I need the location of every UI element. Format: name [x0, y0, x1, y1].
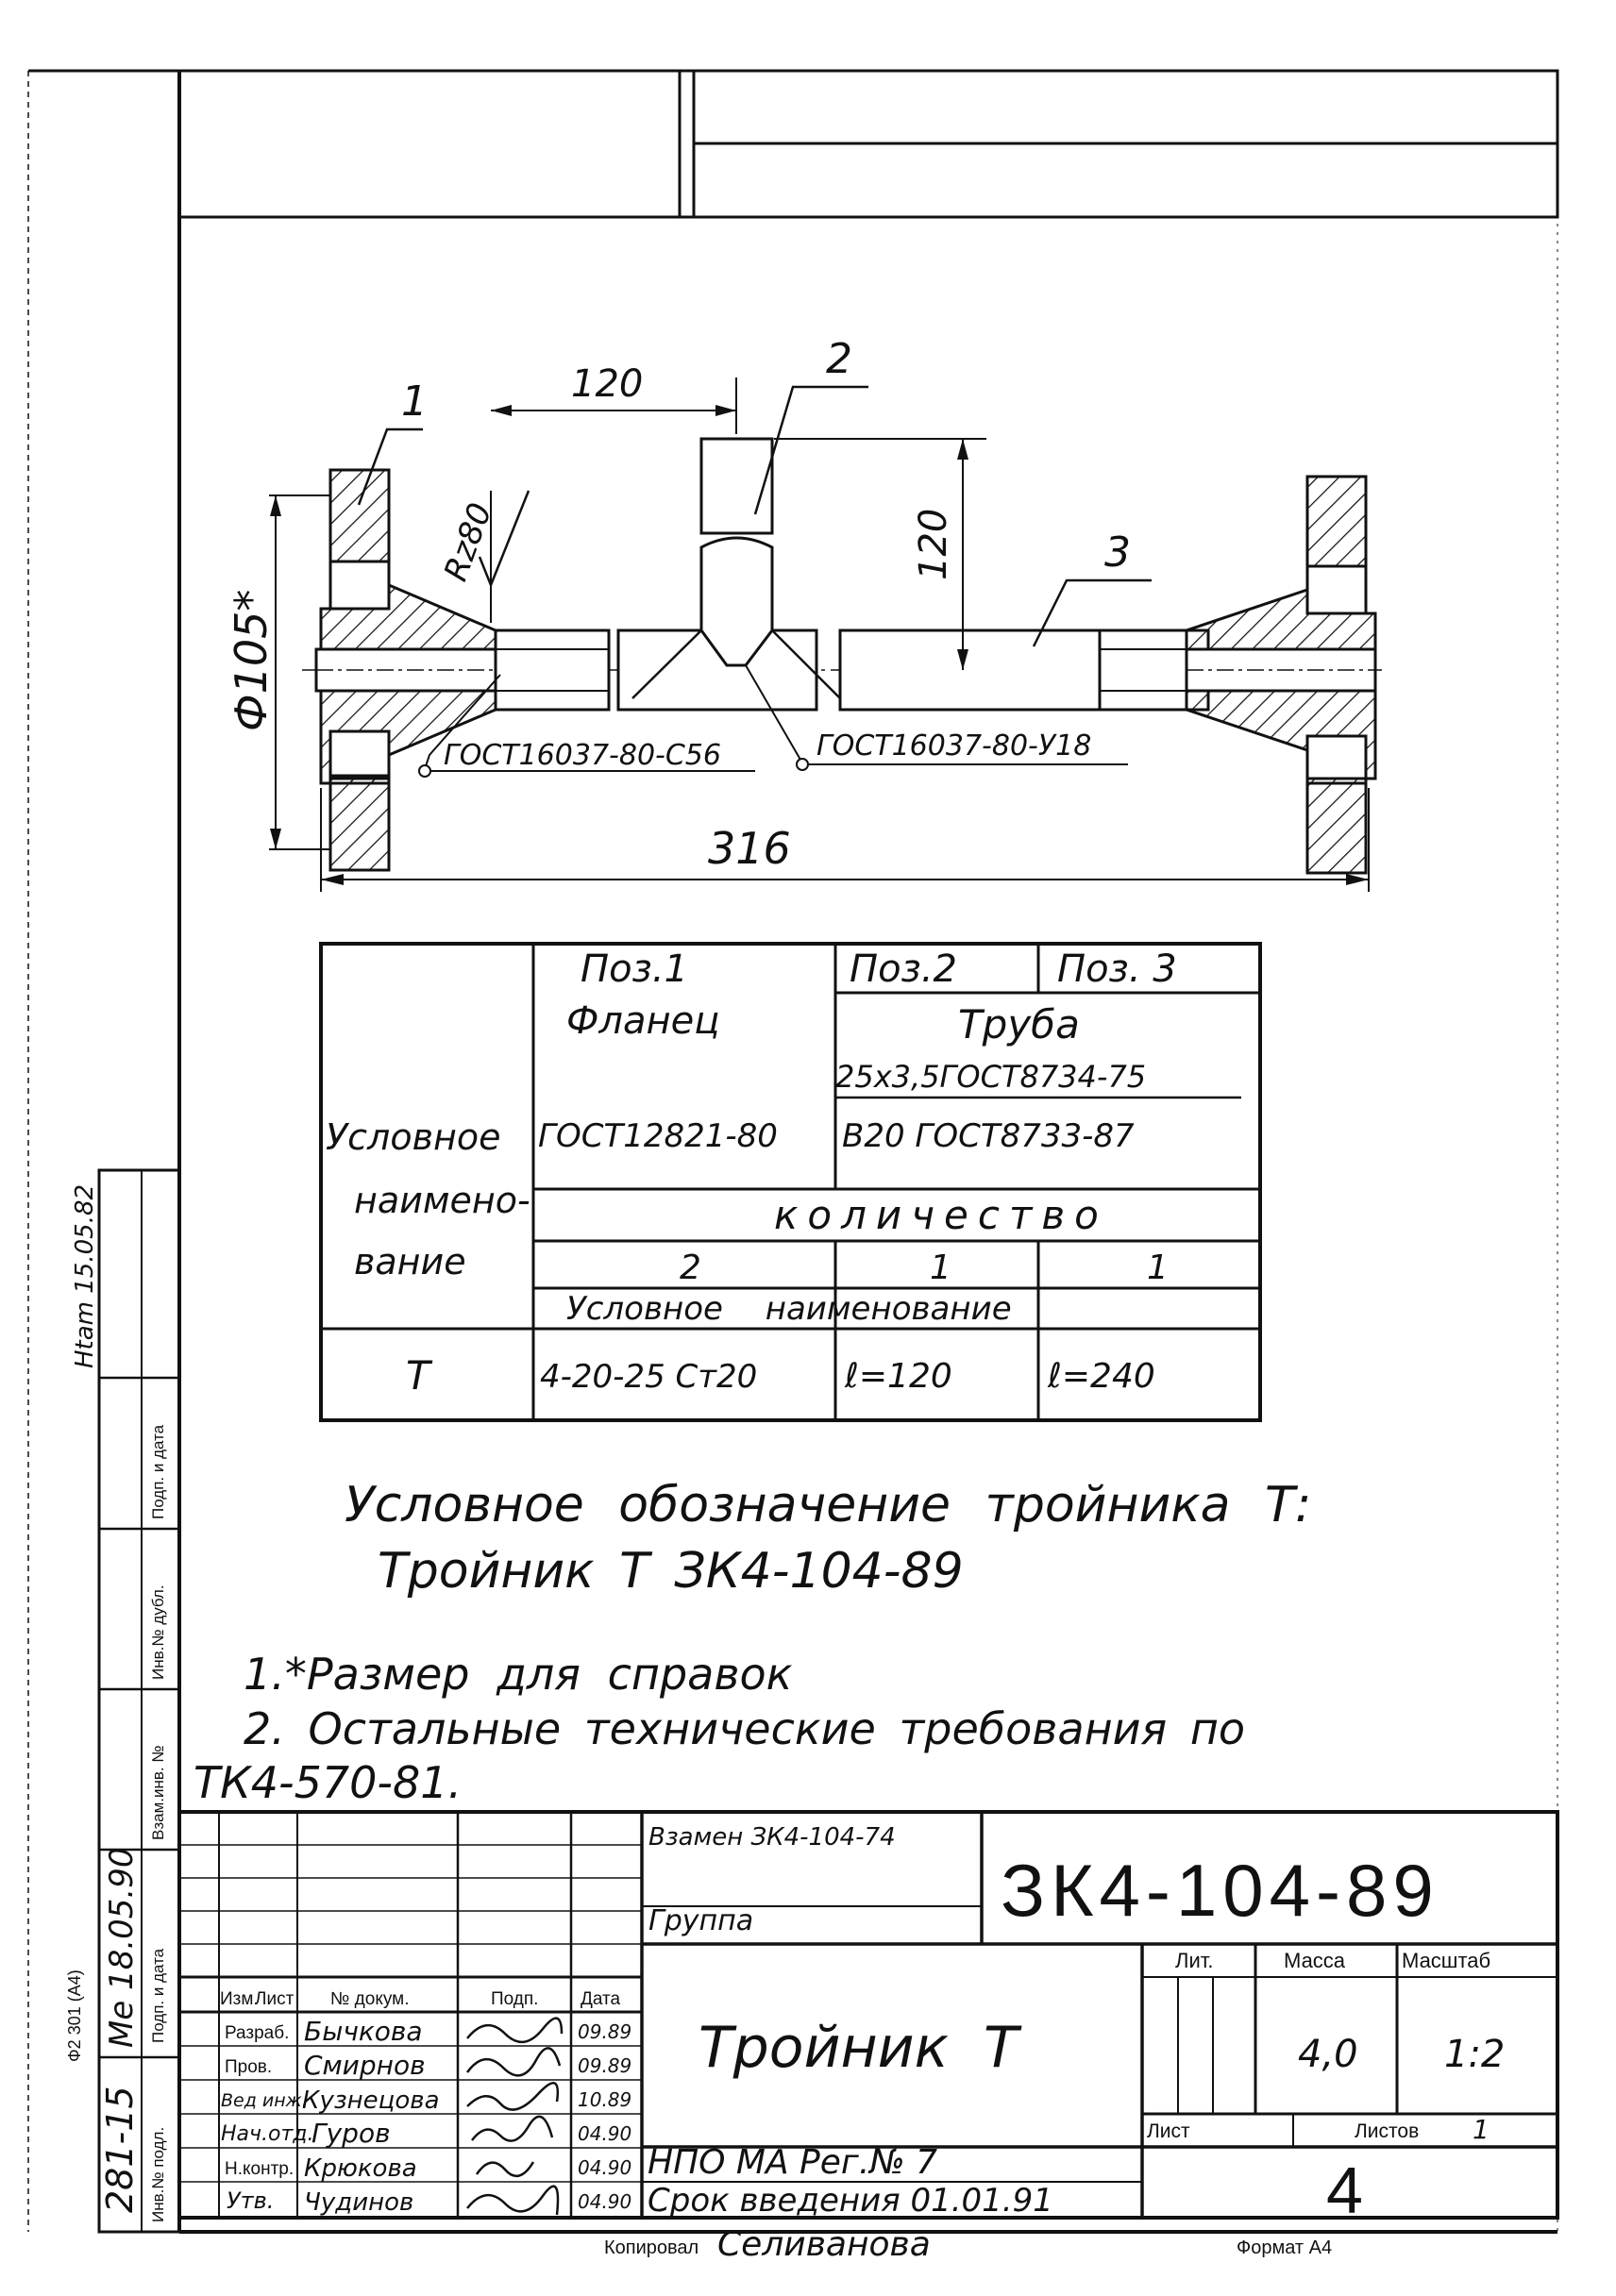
- table-poz1: Поз.1: [581, 947, 688, 991]
- left-nipple: [496, 630, 609, 710]
- table-pipe-gost: В20 ГОСТ8733-87: [842, 1117, 1135, 1155]
- note-3: ТК4-570-81.: [194, 1757, 463, 1808]
- tb-role-4: Н.контр.: [225, 2159, 295, 2179]
- tb-sheet-big: 4: [1326, 2154, 1363, 2227]
- copied-name: Селиванова: [717, 2225, 931, 2264]
- tb-date-5: 04.90: [578, 2190, 632, 2213]
- dim-120-horizontal: 120: [571, 362, 644, 406]
- tb-title: Тройник Т: [699, 2015, 1018, 2081]
- format-label: Формат А4: [1237, 2237, 1333, 2258]
- handwritten-signature-date-1: Ме 18.05.90: [103, 1847, 141, 2048]
- table-pipe-name: Труба: [958, 1001, 1080, 1047]
- branch-pipe: [701, 439, 772, 533]
- table-qty-3: 1: [1147, 1249, 1169, 1287]
- tb-name-2: Кузнецова: [302, 2087, 440, 2115]
- dim-120-vertical: 120: [912, 508, 955, 580]
- callout-1: 1: [401, 377, 428, 426]
- tb-name-1: Смирнов: [304, 2050, 426, 2081]
- weld-symbol-left: ГОСТ16037-80-С56: [444, 739, 721, 772]
- right-flange: [1187, 477, 1375, 873]
- designation-notes: [194, 1477, 1311, 1808]
- tb-scale-label: Масштаб: [1402, 1949, 1491, 1972]
- tb-role-1: Пров.: [225, 2057, 273, 2077]
- note-2: 2. Остальные технические требования по: [244, 1703, 1246, 1754]
- tb-org: НПО МА Рег.№ 7: [648, 2143, 938, 2182]
- stamp-label-podp-data-2: Подп. и дата: [149, 1424, 167, 1519]
- dim-diameter: Ф105*: [226, 589, 277, 731]
- tb-date-3: 04.90: [578, 2122, 632, 2145]
- tb-mass-value: 4,0: [1298, 2033, 1358, 2076]
- inventory-number: 281-15: [99, 2086, 141, 2213]
- top-stamp-box: [179, 71, 1557, 217]
- dim-length: 316: [708, 823, 791, 874]
- callout-2: 2: [826, 335, 852, 383]
- tb-col-sign: Подп.: [491, 1989, 539, 2009]
- tb-name-3: Гуров: [311, 2118, 391, 2149]
- table-name-label-3: вание: [354, 1241, 466, 1282]
- tb-role-0: Разраб.: [225, 2023, 290, 2043]
- stamp-label-podp-data-1: Подп. и дата: [149, 1948, 167, 2043]
- table-name-label-2: наимено-: [354, 1180, 530, 1221]
- tb-scale-value: 1:2: [1444, 2033, 1506, 2076]
- stamp-label-inv-dubl: Инв.№ дубл.: [149, 1584, 167, 1680]
- designation-line-1: Условное обозначение тройника Т:: [345, 1477, 1312, 1533]
- tb-col-list: Лист: [255, 1989, 295, 2009]
- tb-signatures: [467, 2019, 562, 2215]
- tb-date-1: 09.89: [578, 2054, 632, 2077]
- table-poz1-name: Фланец: [566, 999, 720, 1043]
- tb-date-2: 10.89: [578, 2088, 632, 2111]
- tb-col-izm: Изм.: [220, 1989, 259, 2009]
- table-cond-name-header: Условное наименование: [566, 1290, 1012, 1328]
- table-poz1-gost: ГОСТ12821-80: [538, 1117, 778, 1155]
- right-nipple: [1100, 630, 1187, 710]
- table-qty-2: 1: [930, 1249, 951, 1287]
- table-row-t-v3: ℓ=240: [1048, 1357, 1155, 1396]
- parts-table: [321, 944, 1260, 1420]
- tb-sheets-label: Листов: [1355, 2120, 1420, 2142]
- copied-label: Копировал: [604, 2237, 699, 2258]
- weld-symbol-right: ГОСТ16037-80-У18: [816, 729, 1092, 763]
- tb-name-0: Бычкова: [304, 2016, 423, 2047]
- note-1: 1.*Размер для справок: [244, 1649, 793, 1700]
- tb-replaces: Взамен ЗК4-104-74: [648, 1823, 896, 1852]
- tb-sheet-label: Лист: [1147, 2120, 1190, 2142]
- tb-col-doc: № докум.: [330, 1989, 410, 2009]
- tb-name-5: Чудинов: [304, 2188, 414, 2217]
- tb-sheets-value: 1: [1473, 2114, 1490, 2145]
- tb-intro-date: Срок введения 01.01.91: [648, 2182, 1053, 2220]
- tee-drawing: [226, 335, 1388, 892]
- table-row-t-v2: ℓ=120: [845, 1357, 952, 1396]
- tb-date-4: 04.90: [578, 2156, 632, 2179]
- handwritten-signature-date-2: Нtam 15.05.82: [71, 1183, 99, 1368]
- table-row-t-name: Т: [406, 1352, 430, 1399]
- designation-line-2: Тройник Т ЗК4-104-89: [378, 1543, 964, 1600]
- tb-role-5: Утв.: [227, 2187, 275, 2214]
- stamp-label-vzam-inv: Взам.инв. №: [149, 1745, 167, 1840]
- table-qty-header: количество: [774, 1192, 1108, 1238]
- tb-name-4: Крюкова: [304, 2154, 417, 2183]
- tb-date-0: 09.89: [578, 2020, 632, 2043]
- side-stamp: [65, 1170, 179, 2232]
- tb-doc-number: ЗК4-104-89: [1001, 1849, 1439, 1932]
- tb-col-date: Дата: [581, 1989, 621, 2009]
- tb-role-3: Нач.отд.: [221, 2122, 314, 2146]
- branch-weld-joint: [701, 538, 772, 665]
- tb-role-2: Вед инж.: [221, 2090, 308, 2111]
- table-row-t-v1: 4-20-25 Ст20: [540, 1358, 758, 1396]
- roughness-rz80: Rz80: [436, 497, 500, 587]
- title-block: [179, 1812, 1557, 2227]
- tb-group: Группа: [648, 1904, 754, 1937]
- table-poz2: Поз.2: [850, 947, 957, 991]
- stamp-label-inv-podl: Инв.№ подл.: [149, 2126, 167, 2222]
- form-code: Ф2 301 (А4): [65, 1969, 84, 2062]
- table-name-label-1: Условное: [326, 1116, 501, 1158]
- table-poz3: Поз. 3: [1057, 947, 1177, 991]
- table-pipe-spec: 25х3,5ГОСТ8734-75: [835, 1059, 1147, 1095]
- callout-3: 3: [1104, 528, 1131, 577]
- tb-lit-label: Лит.: [1175, 1949, 1214, 1972]
- tb-mass-label: Масса: [1284, 1949, 1346, 1972]
- table-qty-1: 2: [680, 1249, 701, 1287]
